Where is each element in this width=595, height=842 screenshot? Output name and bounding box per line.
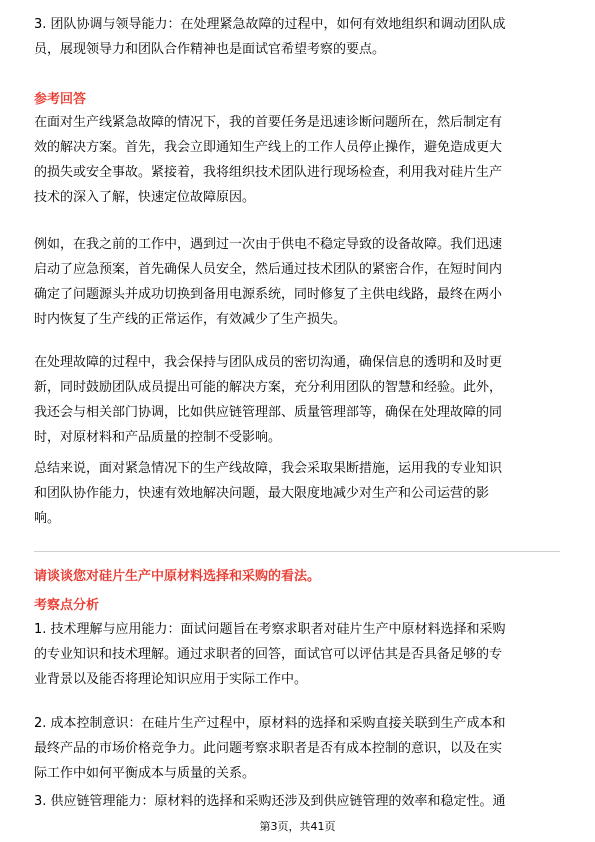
answer-heading: 参考回答 (34, 92, 87, 107)
analysis-item-2: 2. 成本控制意识：在硅片生产过程中，原材料的选择和采购直接关联到生产成本和 最终产品的市场价格竞争力。此问题考察求职者是否有成本控制的意识，以及在实 际工作中如何平衡成本与质量的关系。 (34, 716, 506, 781)
top-item-3: 3. 团队协调与领导能力：在处理紧急故障的过程中，如何有效地组织和调动团队成 员，展现领导力和团队合作精神也是面试官希望考察的要点。 (34, 17, 506, 57)
section-divider (34, 551, 560, 552)
answer-paragraph-3: 在处理故障的过程中，我会保持与团队成员的密切沟通，确保信息的透明和及时更 新，同时鼓励团队成员提出可能的解决方案，充分利用团队的智慧和经验。此外， 我还会与相关部门协调，比如供应链管理部、质量管理部等，确保在处理故障的同 时，对原材料和产品质量的控制不受影响。 (34, 355, 503, 445)
question-title: 请谈谈您对硅片生产中原材料选择和采购的看法。 (34, 569, 321, 584)
answer-paragraph-1: 在面对生产线紧急故障的情况下，我的首要任务是迅速诊断问题所在，然后制定有 效的解决方案。首先，我会立即通知生产线上的工作人员停止操作，避免造成更大 的损失或安全事故。紧接着，我将组织技术团队进行现场检查，利用我对硅片生产 技术的深入了解，快速定位故障原因。 (34, 115, 503, 205)
analysis-item-1: 1. 技术理解与应用能力：面试问题旨在考察求职者对硅片生产中原材料选择和采购 的专业知识和技术理解。通过求职者的回答，面试官可以评估其是否具备足够的专 业背景以及能否将理论知识应用于实际工作中。 (34, 622, 506, 687)
answer-paragraph-2: 例如，在我之前的工作中，遇到过一次由于供电不稳定导致的设备故障。我们迅速 启动了应急预案，首先确保人员安全，然后通过技术团队的紧密合作，在短时间内 确定了问题源头并成功切换到备用电源系统，同时修复了主供电线路，最终在两小 时内恢复了生产线的正常运作，有效减少了生产损失。 (34, 237, 503, 327)
page-number: 第3页，共41页 (259, 820, 336, 833)
analysis-heading: 考察点分析 (34, 598, 100, 613)
answer-paragraph-4: 总结来说，面对紧急情况下的生产线故障，我会采取果断措施，运用我的专业知识 和团队协作能力，快速有效地解决问题，最大限度地减少对生产和公司运营的影 响。 (34, 461, 503, 526)
analysis-item-3: 3. 供应链管理能力：原材料的选择和采购还涉及到供应链管理的效率和稳定性。通 (34, 794, 506, 809)
